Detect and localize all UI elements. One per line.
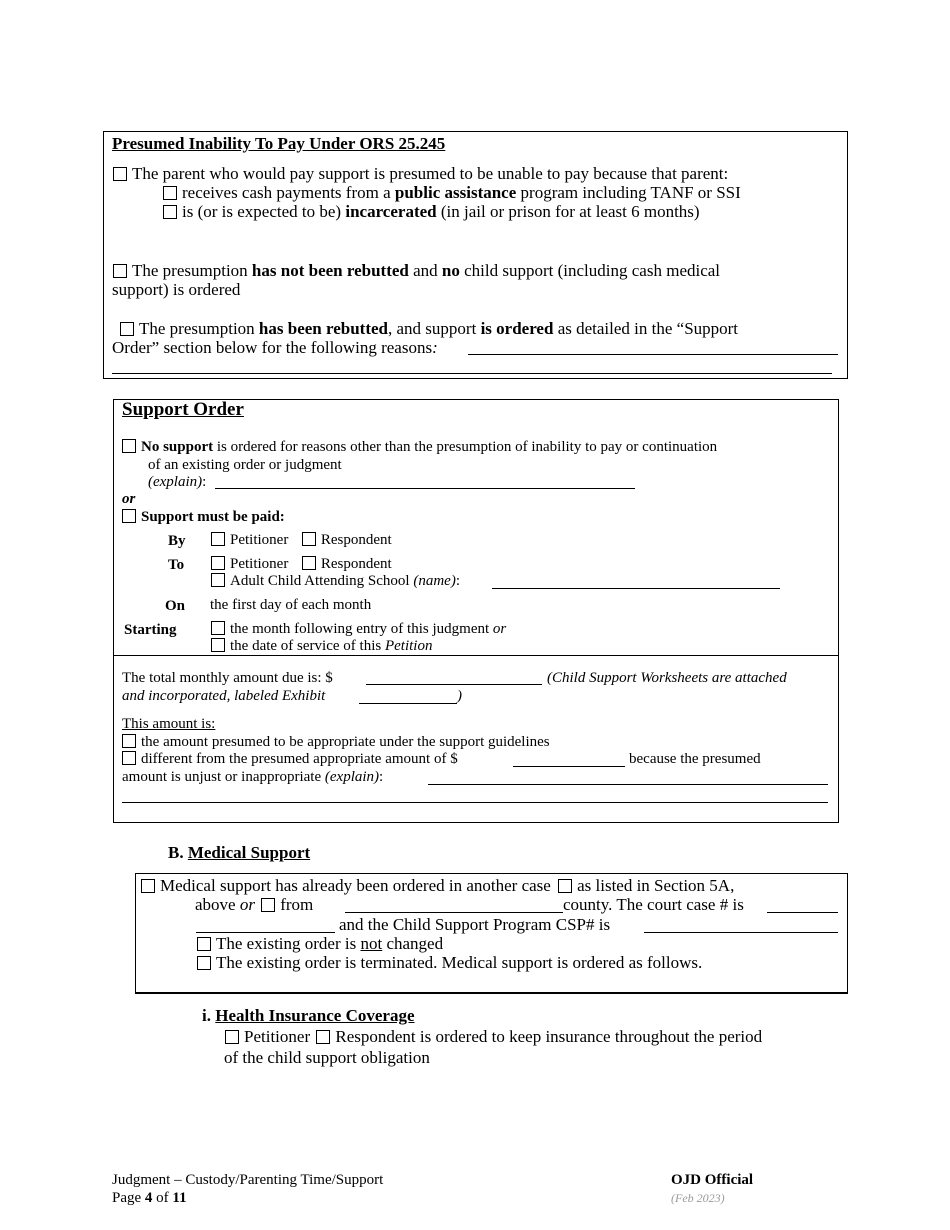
to-options: Petitioner Respondent <box>211 556 392 573</box>
public-assistance-item: receives cash payments from a public assistance program including TANF or SSI <box>163 183 741 202</box>
not-rebutted-checkbox[interactable] <box>113 264 127 278</box>
no-support-explain-field[interactable] <box>215 488 635 489</box>
medical-support-title: Medical Support <box>187 843 311 862</box>
exhibit-field[interactable] <box>359 703 457 704</box>
rebutted-reasons-field[interactable] <box>468 354 838 355</box>
no-support-checkbox[interactable] <box>122 439 136 453</box>
health-insurance-line1: Petitioner Respondent is ordered to keep insurance throughout the period <box>225 1027 762 1046</box>
adult-child-name-field[interactable] <box>492 588 780 589</box>
rebutted-reasons-field-2[interactable] <box>112 373 832 374</box>
support-order-divider <box>113 655 839 656</box>
county-field[interactable] <box>345 912 563 913</box>
terminated-checkbox[interactable] <box>197 956 211 970</box>
amount-presumed-checkbox[interactable] <box>122 734 136 748</box>
health-insurance-heading: i. Health Insurance Coverage <box>202 1006 415 1025</box>
must-be-paid-item: Support must be paid: <box>122 509 285 526</box>
because-presumed-text: because the presumed <box>629 751 761 767</box>
amount-is-label: This amount is: <box>122 716 216 732</box>
on-value: the first day of each month <box>210 597 372 613</box>
exhibit-close: ) <box>457 688 462 704</box>
exhibit-line: and incorporated, labeled Exhibit <box>122 688 326 704</box>
order-terminated-option: The existing order is terminated. Medical support is ordered as follows. <box>197 953 702 972</box>
by-options: Petitioner Respondent <box>211 532 392 549</box>
starting-option-2: the date of service of this Petition <box>211 638 432 655</box>
starting-month-checkbox[interactable] <box>211 621 225 635</box>
on-label: On <box>165 598 186 614</box>
footer-form-title: Judgment – Custody/Parenting Time/Support <box>112 1172 384 1188</box>
medical-line2: above or from <box>195 895 314 914</box>
amount-different-option: different from the presumed appropriate amount of $ <box>122 751 458 768</box>
public-assistance-checkbox[interactable] <box>163 186 177 200</box>
rebutted-line2: Order” section below for the following reasons: <box>112 338 438 357</box>
insurance-respondent-checkbox[interactable] <box>316 1030 330 1044</box>
court-case-field[interactable] <box>767 912 838 913</box>
medical-already-ordered: Medical support has already been ordered in another case as listed in Section 5A, <box>141 876 734 895</box>
or-label: or <box>122 491 136 507</box>
unjust-explain-field[interactable] <box>428 784 828 785</box>
presumed-title: Presumed Inability To Pay Under ORS 25.245 <box>112 134 446 153</box>
presumed-unable-item: The parent who would pay support is presumed to be unable to pay because that parent: <box>113 164 728 183</box>
worksheets-note: (Child Support Worksheets are attached <box>547 670 787 686</box>
starting-label: Starting <box>124 622 177 638</box>
insurance-petitioner-checkbox[interactable] <box>225 1030 239 1044</box>
medical-ordered-checkbox[interactable] <box>141 879 155 893</box>
csp-number-field[interactable] <box>644 932 838 933</box>
by-label: By <box>168 533 186 549</box>
amount-presumed-option: the amount presumed to be appropriate under the support guidelines <box>122 734 550 751</box>
total-amount-field[interactable] <box>366 684 542 685</box>
not-rebutted-item: The presumption has not been rebutted and no child support (including cash medical <box>113 261 720 280</box>
to-respondent-checkbox[interactable] <box>302 556 316 570</box>
unjust-line: amount is unjust or inappropriate (explain): <box>122 769 384 785</box>
support-order-title: Support Order <box>122 399 244 420</box>
starting-service-checkbox[interactable] <box>211 638 225 652</box>
rebutted-checkbox[interactable] <box>120 322 134 336</box>
footer-date: (Feb 2023) <box>671 1191 725 1205</box>
incarcerated-checkbox[interactable] <box>163 205 177 219</box>
section-5a-checkbox[interactable] <box>558 879 572 893</box>
adult-child-option: Adult Child Attending School (name): <box>211 573 460 590</box>
court-case-field-2[interactable] <box>196 932 335 933</box>
amount-different-checkbox[interactable] <box>122 751 136 765</box>
unjust-explain-field-2[interactable] <box>122 802 828 803</box>
must-be-paid-checkbox[interactable] <box>122 509 136 523</box>
to-label: To <box>168 557 185 573</box>
by-respondent-checkbox[interactable] <box>302 532 316 546</box>
by-petitioner-checkbox[interactable] <box>211 532 225 546</box>
incarcerated-item: is (or is expected to be) incarcerated (in jail or prison for at least 6 months) <box>163 202 700 221</box>
adult-child-checkbox[interactable] <box>211 573 225 587</box>
to-petitioner-checkbox[interactable] <box>211 556 225 570</box>
not-changed-checkbox[interactable] <box>197 937 211 951</box>
rebutted-item: The presumption has been rebutted, and support is ordered as detailed in the “Support <box>120 319 738 338</box>
presumed-unable-checkbox[interactable] <box>113 167 127 181</box>
health-insurance-title: Health Insurance Coverage <box>215 1006 415 1025</box>
starting-option-1: the month following entry of this judgment or <box>211 621 506 638</box>
county-text: county. The court case # is <box>563 895 744 914</box>
not-rebutted-line2: support) is ordered <box>112 280 241 299</box>
footer-page-number: Page 4 of 11 <box>112 1190 187 1206</box>
health-insurance-line2: of the child support obligation <box>224 1048 430 1067</box>
no-support-line2: of an existing order or judgment <box>148 457 342 473</box>
no-support-item: No support is ordered for reasons other than the presumption of inability to pay or continuation <box>122 439 717 456</box>
no-support-explain: (explain): <box>148 474 207 490</box>
footer-official: OJD Official <box>671 1172 754 1188</box>
order-not-changed-option: The existing order is not changed <box>197 934 443 953</box>
different-amount-field[interactable] <box>513 766 625 767</box>
other-county-checkbox[interactable] <box>261 898 275 912</box>
csp-text: and the Child Support Program CSP# is <box>339 915 611 934</box>
medical-support-heading: B. Medical Support <box>168 843 311 862</box>
total-amount-line: The total monthly amount due is: $ <box>122 670 333 686</box>
